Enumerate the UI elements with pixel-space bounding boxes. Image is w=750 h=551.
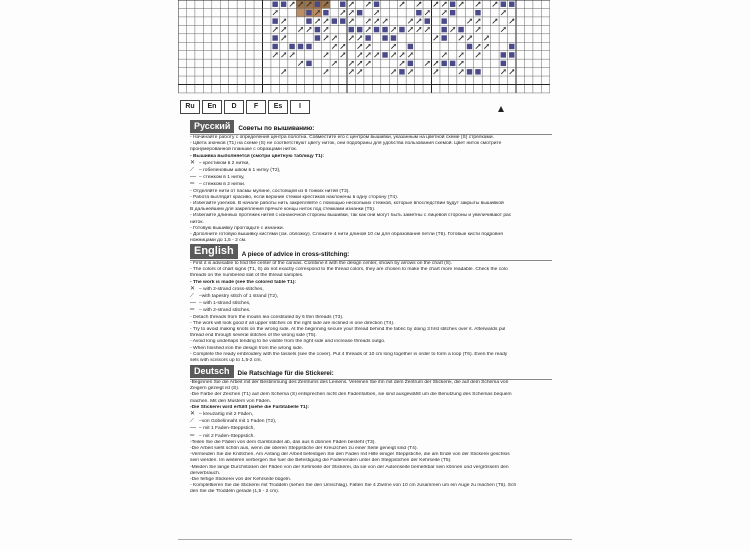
instruction-text: - Начинайте работу с определения центра полотна. Совместите его с центром вышивки, указанным на цветной схеме (S) стрелками. [190,135,494,140]
section-body [190,260,552,364]
instruction-line [190,380,552,386]
instruction-text: -Die Farbe der Zeichen (T1) auf dem Schema (S) entsprechen nicht den Fadenfarben, sie sind ausgewählt um die Benutzung des Schemas bequem [190,392,512,398]
instruction-line [190,300,552,307]
instruction-text: machen. Mit den Mustern von Fäden. [190,398,272,404]
instruction-text: - Avoid long underlaps tending to be visible from the right side and increase threads outgo. [190,339,386,345]
instruction-text: – with 1-strand stitches, [199,301,251,307]
instruction-text: ножницами до 1,5 - 2 см. [190,238,247,244]
instruction-line [190,181,552,188]
instruction-text: -Vermeiden Sie die Knötchen. Am Anfang der Arbeit befestigen Sie den Faden mit Hilfe einiger Steppstiche, die am Ende von der Stickerei geschlos [190,452,510,458]
instruction-text: – крестиком в 2 нитки, [199,160,250,166]
instruction-text: Zeigern gezeigt ist (S). [190,386,240,392]
stitch-symbol-icon: ✕ [190,411,196,418]
section-heading: Советы по вышиванию: [238,125,315,132]
instruction-text: –von Gobelinnaht mit 1 Faden (T2), [199,419,277,425]
instruction-text: - Дополните готовую вышивку кистями (см. обложку). Сложите 4 нити длиной 10 см для образования петли (T6). Готовые кисти подровня [190,232,503,238]
language-tabs [180,100,310,114]
instruction-text: sein werden. Im weiteren verbergen Sie fuer die Befestigung die Fadenenden unter den Steppstichen der Kehrseite (T5). [190,458,452,464]
instruction-text: - First it is advisable to find the center of the canvas. Combine it with the design center, shown by arrows on the chart (S). [190,261,453,266]
language-tab: D [224,100,244,114]
instruction-line [190,433,552,440]
instruction-text: - Вышивка выполняется (смотри цветную таблицу T1): [190,153,325,159]
instruction-text: - Избегайте длинных протяжек нитей с изнаночной стороны вышивки, так как они могут быть заметны с лицевой стороны и увеличивают рас [190,213,512,219]
language-tab: Ru [180,100,200,114]
instruction-text: - Готовую вышивку прогладьте с изнанки. [190,225,284,231]
instruction-text: –with tapestry stitch of 1 strand (T2), [199,294,279,300]
page-bottom-rule [178,539,572,540]
instruction-line [190,465,552,471]
instruction-text: -Teilen Sie die Fäden von dem Garnbündel ab, das aus 6 dünnen Fäden besteht (T3). [190,439,376,445]
stitch-symbol-icon: ⟋ [190,293,195,300]
instruction-line [190,425,552,432]
instruction-text: - The work is made (see the colored table T1): [190,279,296,285]
instruction-text: den Sie die Troddeln gerade (1,5 - 2 cm). [190,489,280,495]
instruction-line [190,167,552,174]
stitch-symbol-icon: ═ [190,307,195,314]
instruction-text: - Избегайте узелков. В начале работы нить закрепляйте с помощью нескольких стежков, которые впоследствии будут закрыты вышивкой [190,201,504,207]
instruction-text: – стежком в 1 нитку, [199,175,245,181]
section-header [190,120,552,133]
instruction-text: threads on the numbered slat of the thread samples. [190,273,304,279]
instruction-text: -Meiden Sie lange Durchstoßen der Fäden von der Kehrseite der Stickerei, da sie von der Außenseite bemerkbar sein können und vergrössern den [190,464,509,470]
section-body [190,379,552,496]
instruction-text: -Die Arbeit sieht schön aus, wenn die oberen Steppstiche der Kreuzchen zu einer Seite geneigt sind (T4). [190,446,418,452]
instruction-text: – гобеленовым швом в 1 нитку (T2), [199,168,281,174]
instruction-text: - Цвета значков (T1) на схеме (S) не соответствуют цвету ниток, они подобраны для удобства пользования схемой. Цвет ниток смотрите [190,141,502,147]
instruction-line [190,160,552,167]
instruction-text: derverbrauch. [190,470,221,476]
instruction-text: sels with scissors up to 1,5-2 cm. [190,358,262,364]
section-russian [190,120,552,244]
instruction-text: -Die fertige Stickerei von der Kehrseite bügeln. [190,477,292,483]
instruction-text: - Работа выглядит красиво, если верхние стежки крестиков наклонены в одну сторону (T4). [190,194,399,200]
stitch-symbol-icon: ═ [190,181,195,188]
stitch-symbol-icon: ═ [190,432,195,439]
language-badge: English [190,244,238,259]
instruction-text: – mit 1 Faden-Steppstich, [199,426,255,432]
stitch-symbol-icon: — [190,425,196,432]
cross-stitch-chart [178,0,550,100]
instruction-text: - Try to avoid making knots on the wrong side. At the beginning secure your thread behind the fabric by doing 3 first stitches over it. Afterwards pul [190,327,506,333]
instruction-text: thread end through several stitches of the wrong side (T5). [190,333,317,339]
section-english [190,244,552,364]
instruction-text: ниток. [190,219,204,225]
section-heading: A piece of advice in cross-stitching: [241,251,350,258]
instruction-line [190,213,552,219]
instruction-line [190,286,552,293]
instruction-text: – with 2-strand stitches. [199,308,251,314]
instruction-line [190,489,552,495]
instruction-text: -Beginnen Sie die Arbeit mit der Bestimmung des Zentrums des Leinens. Vereinen Sie ihn mit dem Zentrum der Stickerei, die auf dem Schema von [190,380,509,385]
language-tab: I [290,100,310,114]
stitch-symbol-icon: — [190,300,196,307]
instruction-line [190,411,552,418]
instruction-text: – kreuzartig mit 2 Fäden, [199,412,254,418]
instruction-line [190,293,552,300]
stitch-symbol-icon: ⟋ [190,418,195,425]
language-badge: Deutsch [190,365,234,378]
instruction-text: - Отделяйте нити от пасмы мулине, состоящей из 6 тонких нитей (T3). [190,188,350,194]
chart-symbols [272,2,514,75]
section-german [190,365,552,496]
section-heading: Die Ratschlage für die Stickerei: [237,370,334,377]
instruction-line [190,307,552,314]
stitch-symbol-icon: ✕ [190,159,196,166]
instruction-text: - Complete the ready embroidery with the tassels (see the cover). Put 4 threads of 10 cm long together in order to form a loop (T6). Even the ready [190,351,508,357]
instruction-text: – with 2-strand cross-stitches, [199,286,264,292]
language-tab: En [202,100,222,114]
instruction-line [190,358,552,364]
chart-grid [178,0,550,93]
stitch-symbol-icon: ⟋ [190,167,195,174]
stitch-symbol-icon: — [190,174,196,181]
language-tab: F [246,100,266,114]
language-tab: Es [268,100,288,114]
section-header [190,244,552,259]
instruction-text: – стежком в 2 нитки. [199,182,246,188]
language-badge: Русский [190,120,234,133]
instruction-text: В дальнейшем для закрепления прячьте концы ниток под стежками изнанки (T5). [190,207,376,213]
instruction-text: -Die Stickerei wird erfüllt (siehe die Farbtabelle T1): [190,404,310,410]
section-body [190,134,552,244]
instruction-text: – mit 2 Faden-Steppstich. [199,433,255,439]
instruction-line [190,174,552,181]
instruction-text: - When finished iron the design from the wrong side. [190,345,304,351]
instruction-text: - The colors of chart signs (T1, S) do not exactly correspond to the thread colors, they are chosen to make the chart more readable. Check the colo [190,267,508,273]
instruction-text: - Komplettieren Sie die Stickerei mit Troddeln (sehen Sie den Umschlag). Falten Sie 4 Zwirne von 10 cm zusammen um ein Auge zu machen (T6). Sch [190,483,517,489]
instruction-text: - Detach threads from the moulin lea constituted by 6 thin threads (T3). [190,314,344,320]
instruction-text: пронумерованной планшке с образцами ниток. [190,147,298,153]
stitch-symbol-icon: ✕ [190,285,196,292]
center-arrow-icon [498,106,504,112]
section-header [190,365,552,378]
instruction-line [190,418,552,425]
instruction-text: - The work will look good if all upper stitches on the right side are inclined in one direction (T4). [190,320,395,326]
